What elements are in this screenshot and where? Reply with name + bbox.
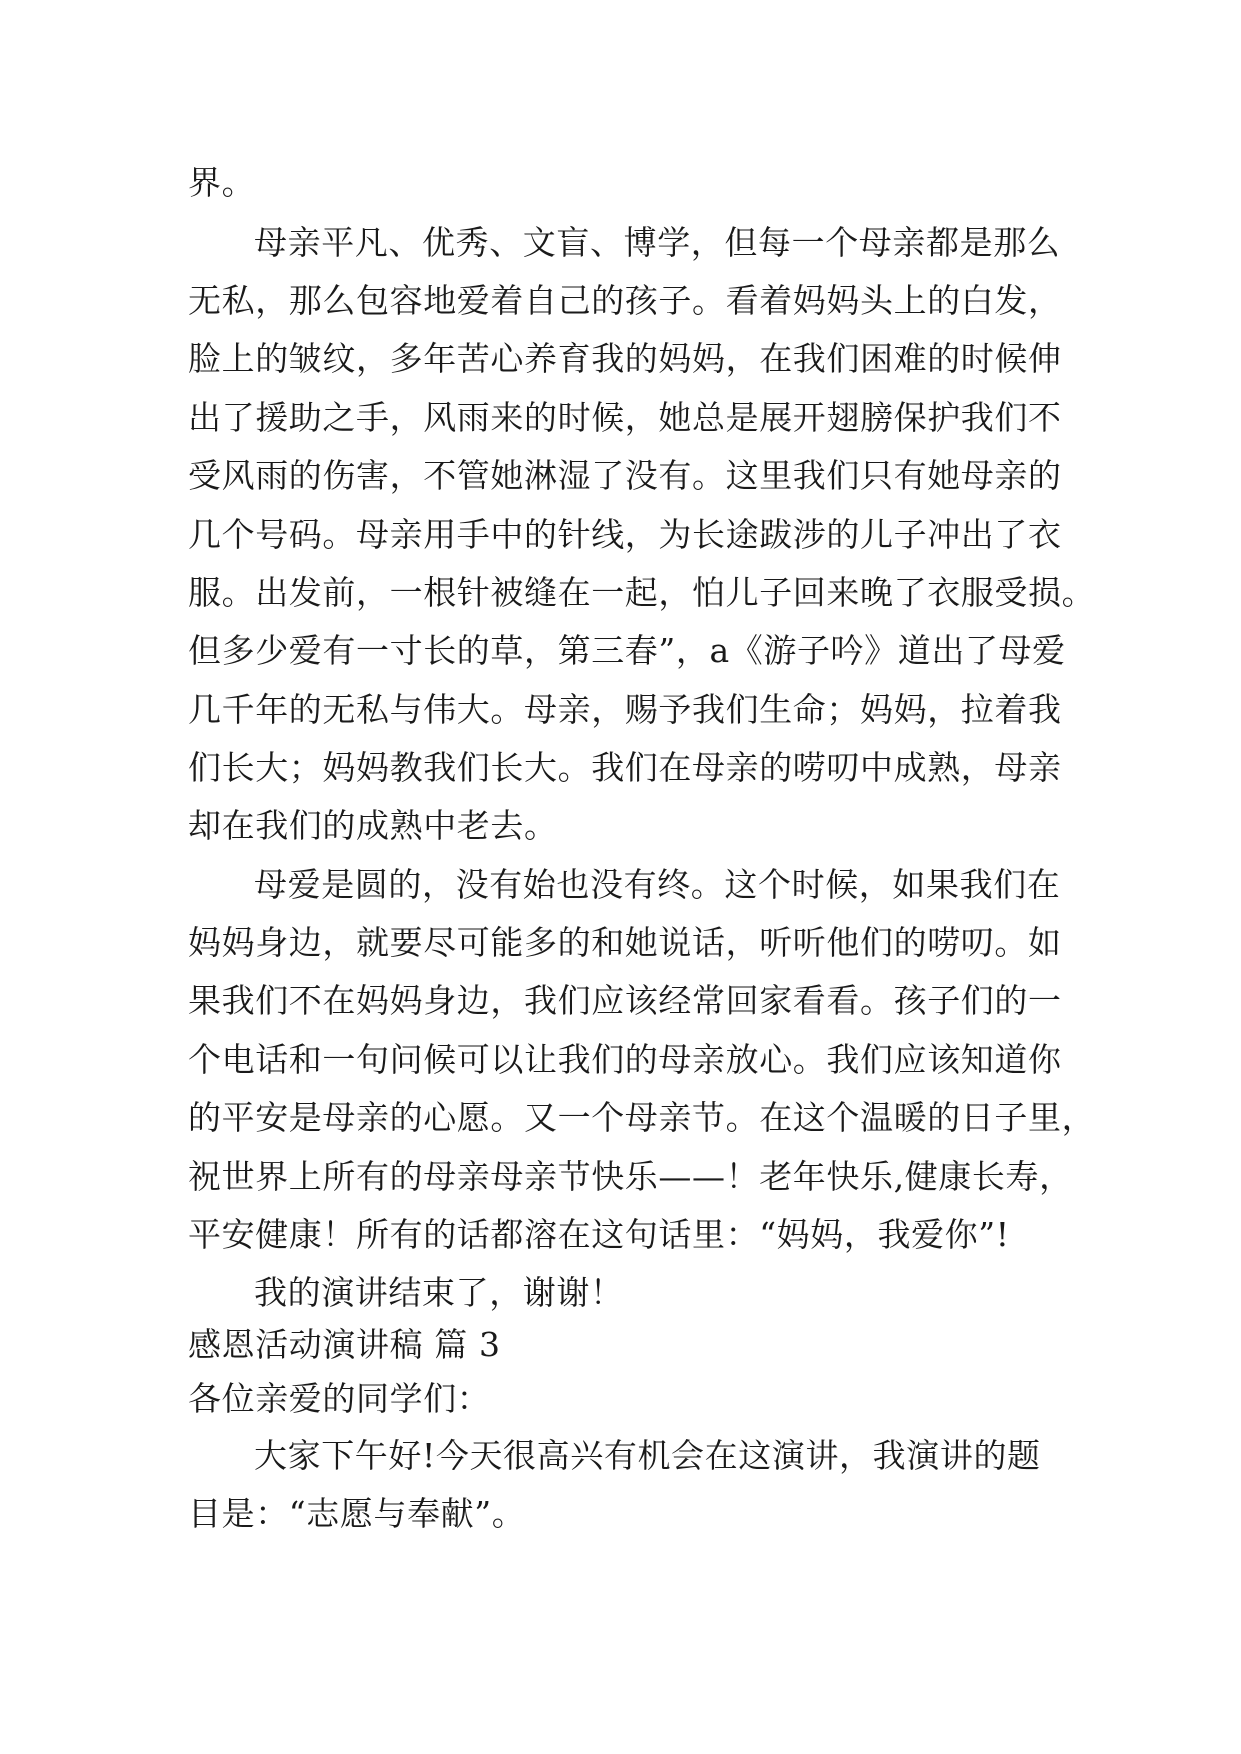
text-line-13: 母爱是圆的，没有始也没有终。这个时候，如果我们在 <box>254 865 1061 904</box>
text-line-8: 服。出发前，一根针被缝在一起，怕儿子回来晚了衣服受损。 <box>188 573 1096 612</box>
text-line-9: 但多少爱有一寸长的草，第三春”，a《游子吟》道出了母爱 <box>188 631 1066 670</box>
text-line-16: 个电话和一句问候可以让我们的母亲放心。我们应该知道你 <box>188 1040 1062 1079</box>
text-line-15: 果我们不在妈妈身边，我们应该经常回家看看。孩子们的一 <box>188 981 1062 1020</box>
text-line-19: 平安健康！所有的话都溶在这句话里：“妈妈，我爱你”! <box>188 1215 1010 1254</box>
salutation: 各位亲爱的同学们： <box>188 1379 491 1418</box>
text-line-18: 祝世界上所有的母亲母亲节快乐——！老年快乐,健康长寿， <box>188 1157 1073 1196</box>
text-line-14: 妈妈身边，就要尽可能多的和她说话，听听他们的唠叨。如 <box>188 923 1062 962</box>
text-line-10: 几千年的无私与伟大。母亲，赐予我们生命；妈妈，拉着我 <box>188 690 1062 729</box>
text-line-6: 受风雨的伤害，不管她淋湿了没有。这里我们只有她母亲的 <box>188 456 1062 495</box>
text-line-1: 界。 <box>188 163 256 202</box>
text-line-12: 却在我们的成熟中老去。 <box>188 806 558 845</box>
section-heading: 感恩活动演讲稿 篇 3 <box>188 1325 501 1364</box>
text-line-7: 几个号码。母亲用手中的针线，为长途跋涉的儿子冲出了衣 <box>188 515 1062 554</box>
text-line-24: 目是：“志愿与奉献”。 <box>188 1494 526 1533</box>
text-line-5: 出了援助之手，风雨来的时候，她总是展开翅膀保护我们不 <box>188 398 1062 437</box>
text-line-2: 母亲平凡、优秀、文盲、博学，但每一个母亲都是那么 <box>254 223 1061 262</box>
text-line-3: 无私，那么包容地爱着自己的孩子。看着妈妈头上的白发， <box>188 281 1062 320</box>
text-line-4: 脸上的皱纹，多年苦心养育我的妈妈，在我们困难的时候伸 <box>188 339 1062 378</box>
text-line-20: 我的演讲结束了，谢谢！ <box>254 1273 624 1312</box>
text-line-23: 大家下午好!今天很高兴有机会在这演讲，我演讲的题 <box>254 1436 1041 1475</box>
text-line-17: 的平安是母亲的心愿。又一个母亲节。在这个温暖的日子里， <box>188 1098 1096 1137</box>
text-line-11: 们长大；妈妈教我们长大。我们在母亲的唠叨中成熟，母亲 <box>188 748 1062 787</box>
